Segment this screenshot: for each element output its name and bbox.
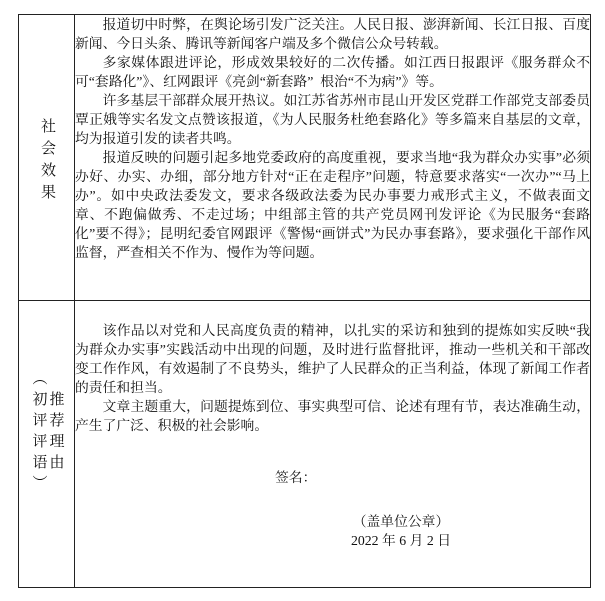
social-effect-content [75,15,591,301]
recommendation-label [31,370,63,496]
social-effect-row [19,15,591,301]
date: 2022 年 6 月 2 日 [350,533,452,548]
recommendation-label-right: 推荐理由 [47,390,64,475]
paragraph: 多家媒体跟进评论，形成效果较好的二次传播。如江西日报跟评《服务群众不可“套路化”》、红网跟评《亮剑“新套路” 根治“不为病”》等。 [75,55,590,89]
paragraph: 该作品以对党和人民高度负责的精神，以扎实的采访和独到的提炼如实反映“我为群众办实事”实践活动中出现的问题，及时进行监督批评，推动一些机关和干部改变工作作风，有效遏制了不良势头，维护了人民群众的正当利益，体现了新闻工作者的责任和担当。 [75,323,590,395]
evaluation-table [18,14,591,588]
recommendation-label-left: （初评评语） [30,369,47,496]
recommendation-content [75,301,591,588]
social-effect-label: 社会效果 [39,118,55,206]
social-effect-label-cell [19,15,75,301]
signature-label: 签名： [275,470,317,485]
seal-block [331,512,471,550]
paragraph: 许多基层干部群众展开热议。如江苏省苏州市昆山开发区党群工作部党支部委员覃正娥等实名发文点赞该报道，《为人民服务杜绝套路化》等多篇来自基层的文章，均为报道引发的读者共鸣。 [75,93,590,146]
seal-note: （盖单位公章） [352,514,450,529]
paragraph: 报道反映的问题引起多地党委政府的高度重视，要求当地“我为群众办实事”必须办好、办实、办细，部分地方针对“正在走程序”问题，特意要求落实“一次办”“马上办”。如中央政法委发文，要求各级政法委为民办事要力戒形式主义，不做表面文章、不跑偏做秀、不走过场；中组部主管的共产党员网刊发评论《为民服务“套路化”要不得》；昆明纪委官网跟评《警惕“画饼式”为民办事套路》，要求强化干部作风监督，严查相关不作为、慢作为等问题。 [75,150,590,260]
paragraph: 文章主题重大，问题提炼到位、事实典型可信、论述有理有节，表达准确生动，产生了广泛、积极的社会影响。 [75,399,590,433]
recommendation-row [19,301,591,588]
paragraph: 报道切中时弊，在舆论场引发广泛关注。人民日报、澎湃新闻、长江日报、百度新闻、今日头条、腾讯等新闻客户端及多个微信公众号转载。 [75,17,590,51]
recommendation-label-cell [19,301,75,588]
